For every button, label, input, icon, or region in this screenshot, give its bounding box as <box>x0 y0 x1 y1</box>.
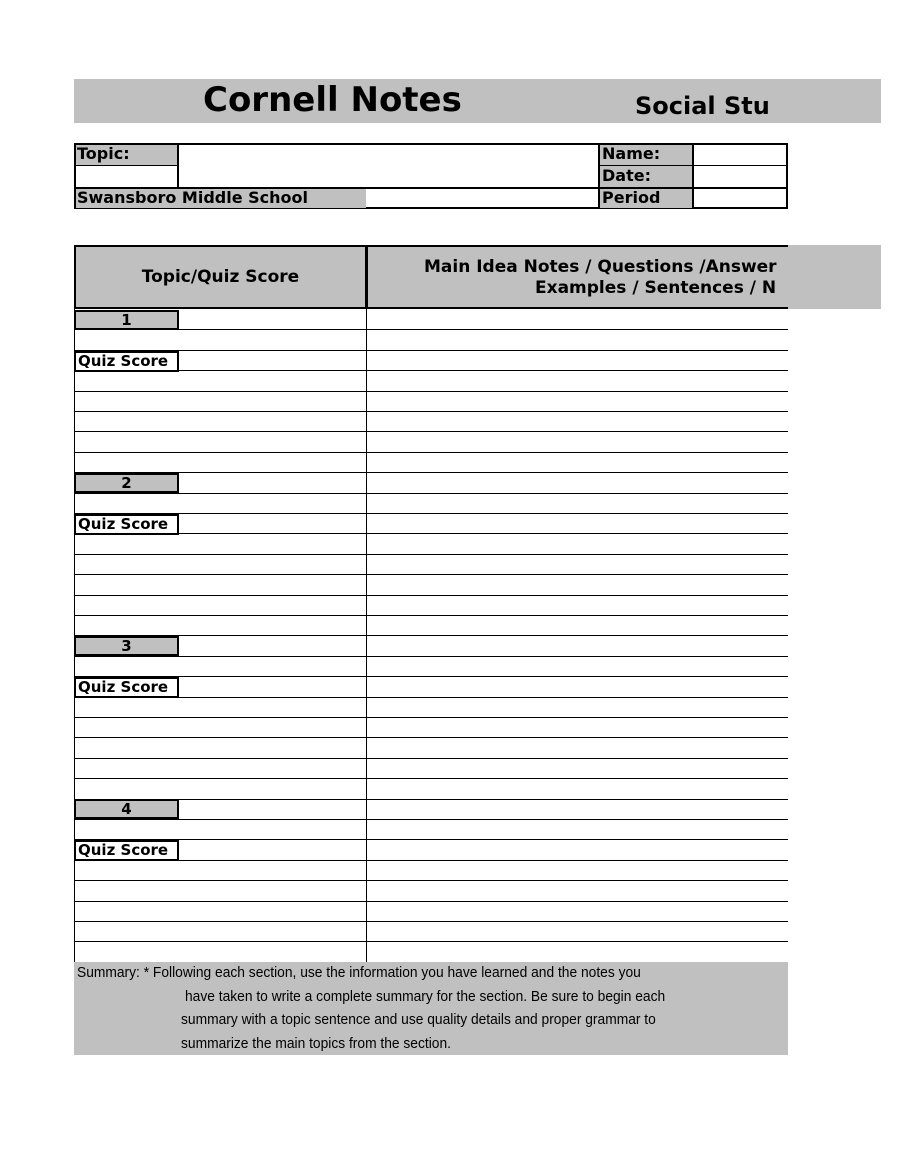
note-line[interactable] <box>74 513 788 514</box>
period-field[interactable] <box>694 189 788 208</box>
note-line[interactable] <box>74 431 788 432</box>
note-line[interactable] <box>74 595 788 596</box>
section-2-quiz-score: Quiz Score <box>74 514 179 535</box>
summary-line-1: Summary: * Following each section, use the information you have learned and the notes you <box>77 964 641 981</box>
note-line[interactable] <box>74 574 788 575</box>
note-line[interactable] <box>74 758 788 759</box>
note-line[interactable] <box>74 533 788 534</box>
note-line[interactable] <box>74 880 788 881</box>
note-line[interactable] <box>74 717 788 718</box>
section-3-number: 3 <box>74 636 179 656</box>
notes-column-title-line2: Examples / Sentences / N <box>535 278 777 298</box>
note-line[interactable] <box>74 901 788 902</box>
note-line[interactable] <box>74 370 788 371</box>
date-field[interactable] <box>694 166 788 187</box>
section-4-quiz-score: Quiz Score <box>74 840 179 861</box>
note-line[interactable] <box>74 635 788 636</box>
note-line[interactable] <box>74 350 788 351</box>
summary-line-4: summarize the main topics from the section. <box>181 1035 451 1052</box>
note-line[interactable] <box>74 615 788 616</box>
section-1-quiz-score: Quiz Score <box>74 351 179 372</box>
name-field[interactable] <box>694 145 788 165</box>
note-line[interactable] <box>74 860 788 861</box>
note-line[interactable] <box>74 676 788 677</box>
period-label: Period <box>602 188 661 207</box>
section-1-number: 1 <box>74 310 179 330</box>
topic-label: Topic: <box>77 144 130 163</box>
summary-line-2: have taken to write a complete summary for the section. Be sure to begin each <box>185 988 666 1005</box>
note-line[interactable] <box>74 391 788 392</box>
date-label: Date: <box>602 166 651 185</box>
note-line[interactable] <box>74 941 788 942</box>
note-line[interactable] <box>74 554 788 555</box>
note-line[interactable] <box>74 819 788 820</box>
note-line[interactable] <box>74 656 788 657</box>
note-line[interactable] <box>74 737 788 738</box>
note-line[interactable] <box>74 493 788 494</box>
section-2-number: 2 <box>74 473 179 493</box>
note-line[interactable] <box>74 411 788 412</box>
summary-line-3: summary with a topic sentence and use quality details and proper grammar to <box>181 1011 656 1028</box>
note-line[interactable] <box>74 329 788 330</box>
section-4-number: 4 <box>74 799 179 819</box>
page-title: Cornell Notes <box>203 80 462 120</box>
note-line[interactable] <box>74 839 788 840</box>
notes-column-title-line1: Main Idea Notes / Questions /Answer <box>424 257 777 277</box>
subject-title: Social Stu <box>635 92 770 120</box>
note-line[interactable] <box>74 472 788 473</box>
note-line[interactable] <box>74 799 788 800</box>
school-name: Swansboro Middle School <box>77 188 308 207</box>
note-line[interactable] <box>74 697 788 698</box>
topic-column-title: Topic/Quiz Score <box>141 267 300 287</box>
name-label: Name: <box>602 144 661 163</box>
note-line[interactable] <box>74 921 788 922</box>
note-line[interactable] <box>74 452 788 453</box>
note-line[interactable] <box>74 778 788 779</box>
topic-field[interactable] <box>180 145 597 187</box>
section-3-quiz-score: Quiz Score <box>74 677 179 698</box>
